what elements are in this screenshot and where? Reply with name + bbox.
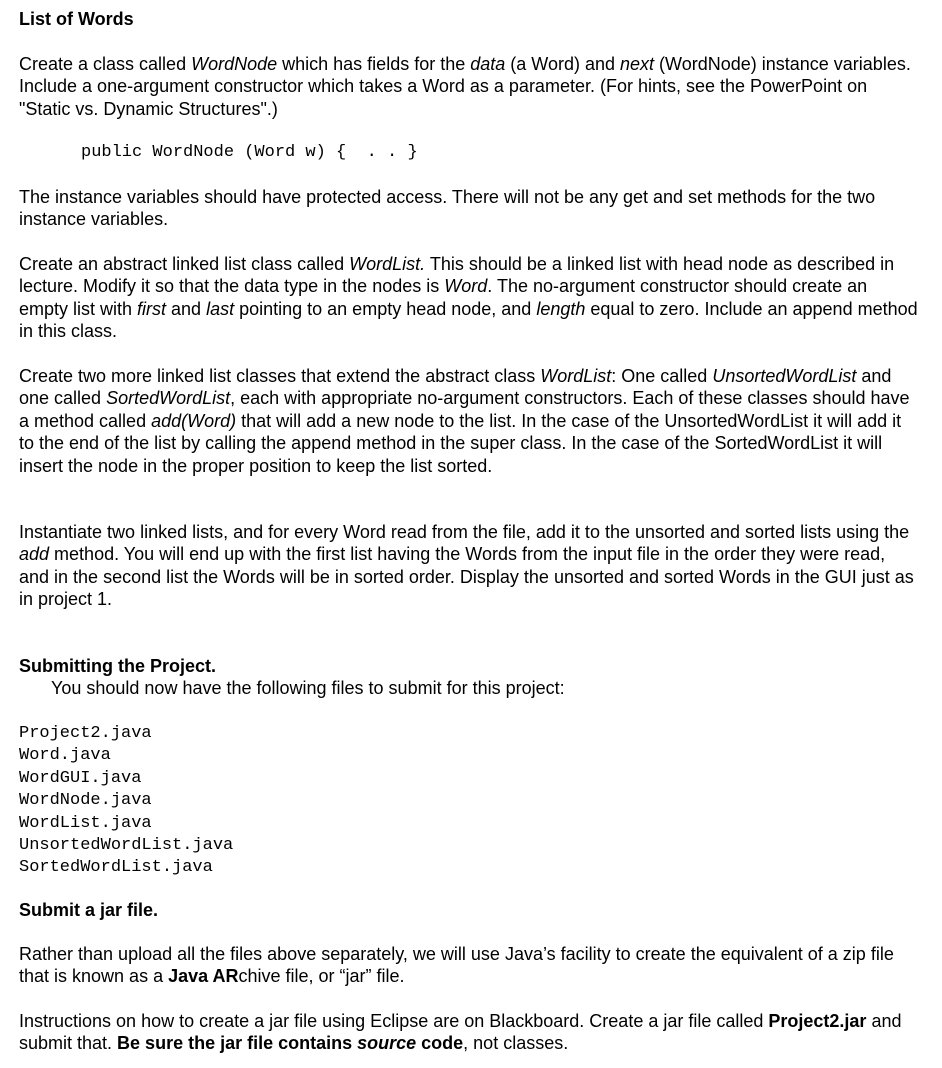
instructions-paragraph: Instructions on how to create a jar file using Eclipse are on Blackboard. Create a jar file called Project2.jar and submit that. Be sure the jar file contains source code, not classes. [19,1011,902,1054]
file-item: UnsortedWordList.java [19,836,234,856]
wordnode-term: WordNode [191,54,278,74]
file-item: SortedWordList.java [19,858,213,878]
file-list [19,723,919,880]
section-heading: List of Words [19,9,134,29]
subclass-paragraph: Create two more linked list classes that extend the abstract class WordList: One called UnsortedWordList and one called SortedWordList, each with appropriate no-argument constructors. Each of these classes should have a method called add(Word) that will add a new node to the list. In the case of the UnsortedWordList it will add it to the end of the list by calling the append method in the super class. In the case of the SortedWordList it will insert the node in the proper position to keep the list sorted. [19,366,910,476]
instantiate-paragraph: Instantiate two linked lists, and for every Word read from the file, add it to the unsorted and sorted lists using the add method. You will end up with the first list having the Words from the input file in the order they were read, and in the second list the Words will be in sorted order. Display the unsorted and sorted Words in the GUI just as in project 1. [19,522,914,610]
access-paragraph: The instance variables should have protected access. There will not be any get and set methods for the two instance variables. [19,187,876,230]
file-item: Project2.java [19,724,152,743]
file-item: WordGUI.java [19,768,142,788]
submitting-text: You should now have the following files to submit for this project: [51,678,565,698]
next-term: next [620,54,655,74]
wordnode-paragraph: Create a class called WordNode which has fields for the data (a Word) and next (WordNode) instance variables. Include a one-argument constructor which takes a Word as a parameter. (For hints, see the PowerPoint on "Static vs. Dynamic Structures".) [19,54,911,119]
jar-heading: Submit a jar file. [19,900,159,920]
submitting-heading: Submitting the Project. [19,656,217,676]
file-item: Word.java [19,746,111,766]
data-term: data [470,54,506,74]
constructor-code: public WordNode (Word w) { . . } [81,143,418,162]
wordlist-paragraph: Create an abstract linked list class called WordList. This should be a linked list with head node as described in lecture. Modify it so that the data type in the nodes is Word. The no-argument constructor should create an empty list with first and last pointing to an empty head node, and length equal to zero. Include an append method in this class. [19,254,918,342]
file-item: WordNode.java [19,791,152,811]
file-item: WordList.java [19,813,152,833]
jar-paragraph: Rather than upload all the files above separately, we will use Java’s facility to create the equivalent of a zip file that is known as a Java ARchive file, or “jar” file. [19,944,894,987]
